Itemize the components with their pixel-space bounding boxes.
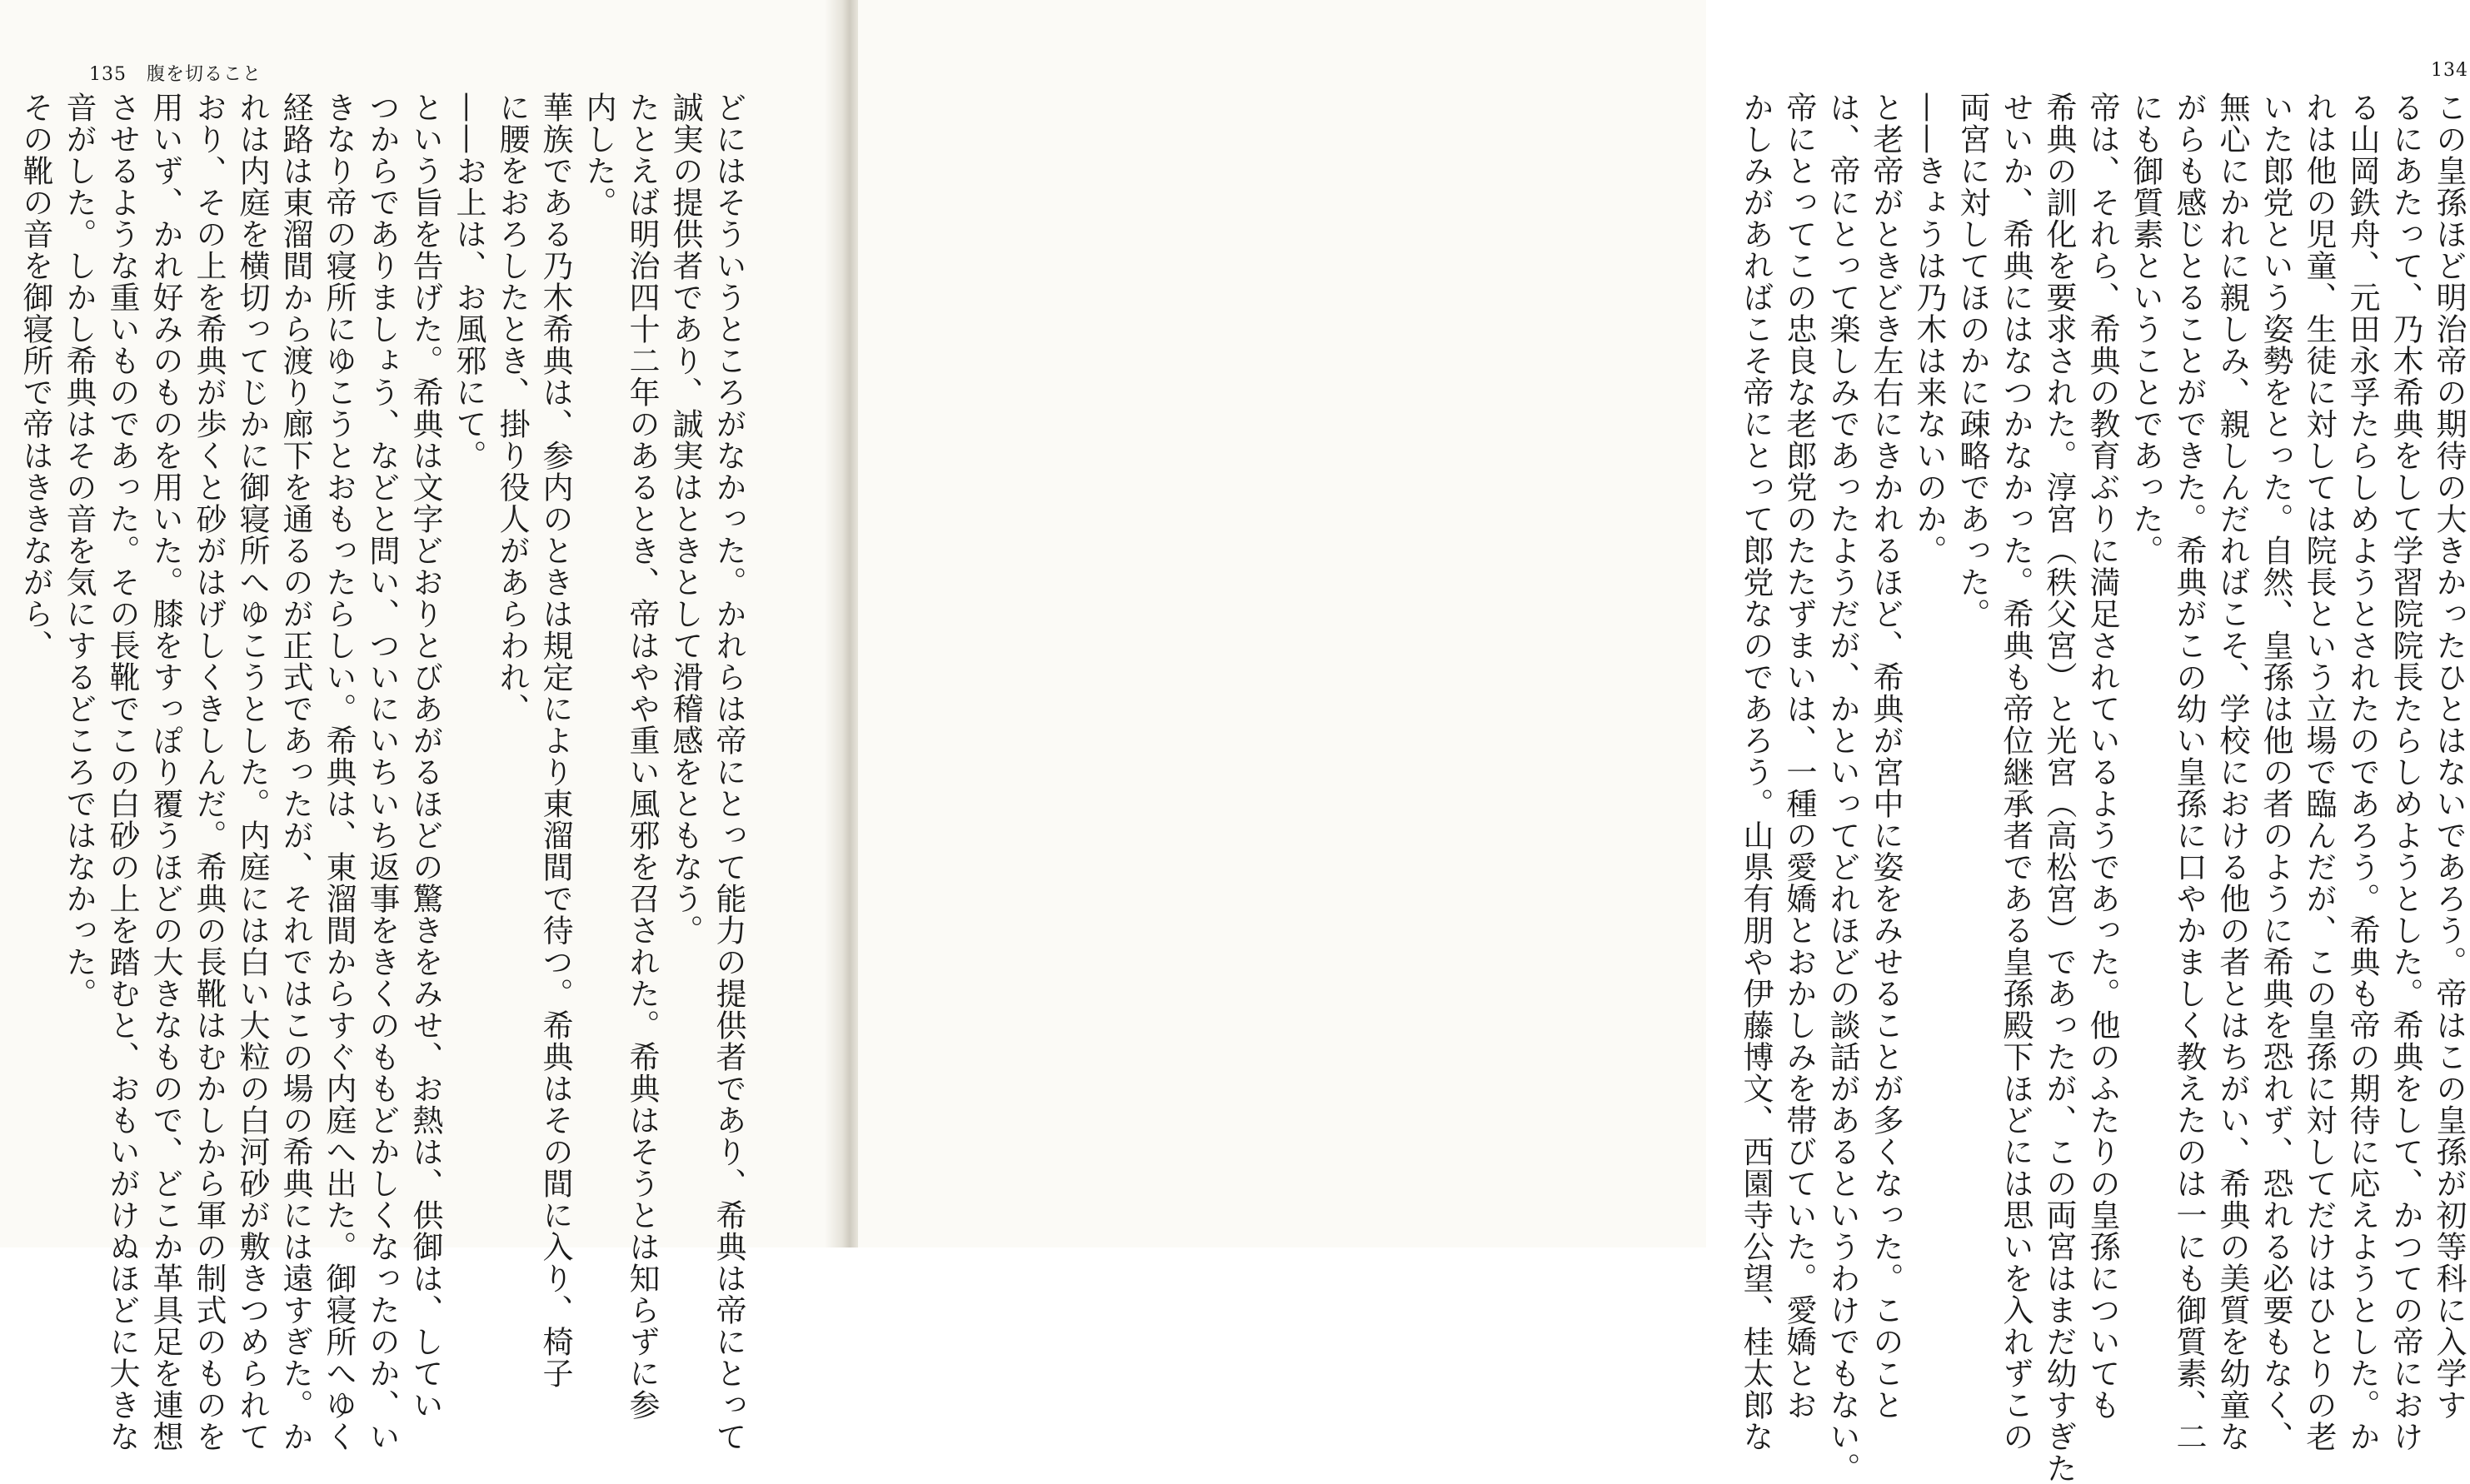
text-line: 経路は東溜間から渡り廊下を通るのが正式であったが、それではこの場の希典には遠すぎた。か [277,92,313,1452]
text-line: 用いず、かれ好みのものを用いた。膝をすっぽり覆うほどの大きなもので、どこか革具足を連想 [147,92,183,1452]
text-line: つからでありましょう、などと問い、ついにいちいち返事をきくのももどかしくなったのか、い [364,92,400,1452]
text-line: るにあたって、乃木希典をして学習院院長たらしめようとした。希典をして、かつての帝におけ [2388,92,2423,1452]
right-page-header [2431,60,2468,81]
text-line: ——きょうは乃木は来ないのか。 [1911,92,1947,566]
text-line: 華族である乃木希典は、参内のときは規定により東溜間で待つ。希典はその間に入り、椅子 [537,92,573,1389]
right-page-body [1738,92,2470,1484]
left-page-body [17,92,750,1452]
text-line: たとえば明治四十二年のあるとき、帝はやや重い風邪を召された。希典はそうとは知らずに参 [624,92,660,1421]
left-page [0,0,841,1452]
text-line: 帝は、それら、希典の教育ぶりに満足されているようであった。他のふたりの皇孫についても [2084,92,2120,1421]
left-page-header [89,60,262,86]
text-line: 希典の訓化を要求された。淳宮（秩父宮）と光宮（高松宮）であったが、この両宮はまだ幼すぎた [2041,92,2077,1484]
text-line: れは内庭を横切ってじかに御寝所へゆこうとした。内庭には白い大粒の白河砂が敷きつめられて [234,92,270,1452]
text-line: にも御質素ということであった。 [2128,92,2163,566]
text-line: させるような重いものであった。その長靴でこの白砂の上を踏むと、おもいがけぬほどに大きな [104,92,140,1452]
text-line: と老帝がときどき左右にきかれるほど、希典が宮中に姿をみせることが多くなった。このこと [1868,92,1904,1421]
text-line: という旨を告げた。希典は文字どおりとびあがるほどの驚きをみせ、お熱は、供御は、してい [407,92,443,1421]
text-line: 音がした。しかし希典はその音を気にするどころではなかった。 [61,92,97,1009]
text-line: ——お上は、お風邪にて。 [451,92,487,471]
text-line: 帝にとってこの忠良な老郎党のたたずまいは、一種の愛嬌とおかしみを帯びていた。愛嬌とお [1781,92,1817,1421]
text-line: この皇孫ほど明治帝の期待の大きかったひとはないであろう。帝はこの皇孫が初等科に入学す [2431,92,2467,1421]
running-title: 腹を切ること [147,64,262,85]
text-line: れは他の児童、生徒に対しては院長という立場で臨んだが、この皇孫に対してだけはひとりの老 [2301,92,2337,1452]
text-line: その靴の音を御寝所で帝はききながら、 [17,92,53,661]
right-page [858,0,2468,1484]
text-line: は、帝にとって楽しみであったようだが、かといってどれほどの談話があるというわけでもない。 [1824,92,1860,1484]
text-line: 無心にかれに親しみ、親しんだればこそ、学校における他の者とはちがい、希典の美質を幼童な [2214,92,2250,1452]
text-line: に腰をおろしたとき、掛り役人があらわれ、 [494,92,530,725]
text-line: 内した。 [581,92,616,218]
text-line: 両宮に対してほのかに疎略であった。 [1954,92,1990,630]
text-line: せいか、希典にはなつかなかった。希典も帝位継承者である皇孫殿下ほどには思いを入れずこの [1998,92,2033,1452]
text-line: かしみがあればこそ帝にとって郎党なのであろう。山県有朋や伊藤博文、西園寺公望、桂太郎な [1738,92,1774,1452]
text-line: おり、その上を希典が歩くと砂がはげしくきしんだ。希典の長靴はむかしから軍の制式のものを [191,92,227,1452]
text-line: いた郎党という姿勢をとった。自然、皇孫は他の者のように希典を恐れず、恐れる必要もなく、 [2258,92,2293,1452]
text-line: る山岡鉄舟、元田永孚たらしめようとされたのであろう。希典も帝の期待に応えようとした。か [2344,92,2380,1452]
text-line: がらも感じとることができた。希典がこの幼い皇孫に口やかましく教えたのは一にも御質素、二 [2171,92,2207,1452]
text-line: どにはそういうところがなかった。かれらは帝にとって能力の提供者であり、希典は帝にとって [711,92,746,1452]
text-line: 誠実の提供者であり、誠実はときとして滑稽感をともなう。 [667,92,703,946]
text-line: きなり帝の寝所にゆこうとおもったらしい。希典は、東溜間からすぐ内庭へ出た。御寝所へゆく [321,92,357,1452]
left-page-number: 135 [89,64,127,85]
right-page-number: 134 [2431,60,2468,81]
